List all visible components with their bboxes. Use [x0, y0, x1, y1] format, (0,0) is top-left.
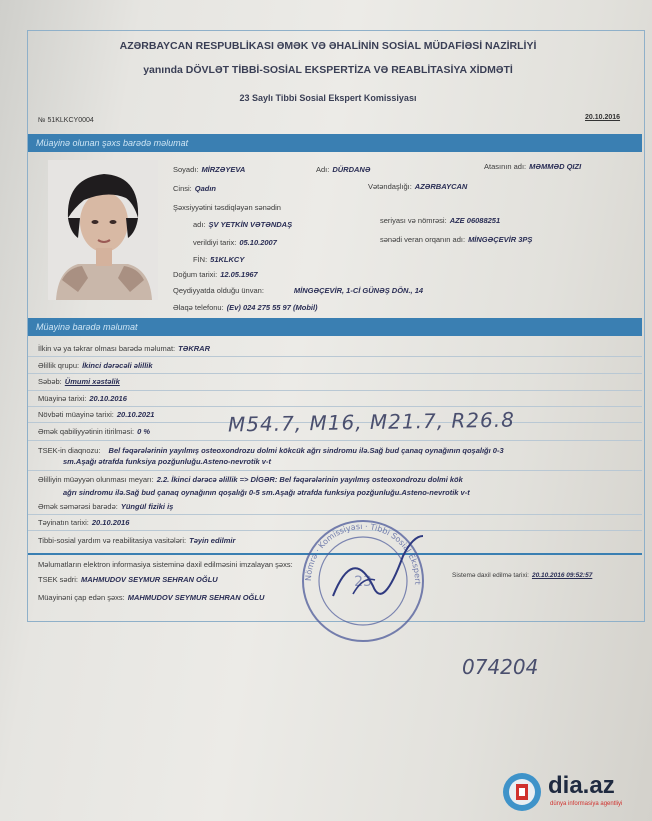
divider — [28, 440, 642, 441]
divider — [28, 356, 642, 357]
aids-value: Təyin edilmir — [189, 536, 236, 545]
surname-value: MİRZƏYEVA — [201, 165, 246, 174]
capacity-loss-row: Əmək qabiliyyətinin itirilməsi: 0 % — [38, 427, 151, 436]
exam-date-value: 20.10.2016 — [89, 394, 127, 403]
handwritten-number: 074204 — [462, 655, 539, 679]
diagnosis-row: TSEK-in diaqnozu: Bel fəqərələrinin yayılmış osteoxondrozu dolmi kökcük ağrı sindromu ilə.Sağ bud çanaq oynağının qoşalığı 0-3 — [38, 446, 504, 455]
issue-date-value: 05.10.2007 — [239, 238, 277, 247]
criteria-row: Əlilliyin müəyyən olunması meyarı: 2.2. İkinci dərəcə əlillik => DİGƏR: Bel fəqərələrinin yayılmış osteoxondrozu dolmi kök — [38, 475, 463, 484]
divider — [28, 514, 642, 515]
id-name-value: ŞV YETKİN VƏTƏNDAŞ — [208, 220, 293, 229]
id-document-label: Şəxsiyyətini təsdiqləyən sənədin — [173, 203, 281, 212]
svg-text:23: 23 — [354, 574, 372, 590]
document-date: 20.10.2016 — [585, 114, 621, 121]
patronymic-value: MƏMMƏD QIZI — [529, 162, 582, 171]
handwritten-diagnosis-codes: M54.7, M16, M21.7, R26.8 — [227, 407, 516, 437]
series-row: seriyası və nömrəsi: AZE 06088251 — [380, 216, 501, 225]
criteria-row-2 — [60, 488, 470, 497]
official-stamp — [293, 516, 433, 646]
issue-date-row: verildiyi tarix: 05.10.2007 — [193, 238, 277, 247]
divider — [28, 470, 642, 471]
document-number: № 51KLKCY0004 — [38, 117, 94, 124]
assign-date-value: 20.10.2016 — [91, 518, 130, 527]
phone-row: Əlaqə telefonu: (Ev) 024 275 55 97 (Mobil) — [173, 303, 318, 312]
watermark-brand: dia.az — [548, 772, 615, 799]
surname-row: Soyadı: MİRZƏYEVA — [173, 165, 246, 174]
fin-value: 51KLKCY — [210, 255, 245, 264]
entry-date-value: 20.10.2016 09:52:57 — [531, 572, 593, 579]
entry-date-row: Sistemə daxil edilmə tarixi: 20.10.2016 09:52:57 — [452, 572, 593, 579]
watermark-tagline: dünya informasiya agentliyi — [550, 801, 623, 807]
address-row: Qeydiyyatda olduğu ünvan: MİNGƏÇEVİR, 1-Cİ GÜNƏŞ DÖN., 14 — [173, 286, 424, 295]
patronymic-row: Atasının adı: MƏMMƏD QIZI — [484, 162, 582, 171]
work-value: Yüngül fiziki iş — [120, 502, 174, 511]
name-row: Adı: DÜRDANƏ — [316, 165, 371, 174]
svg-text:Nömrə · Komissiyası · Tibbi So: Nömrə · Komissiyası · Tibbi Sosial Ekspert — [303, 521, 423, 585]
group-value: İkinci dərəcəli əlillik — [82, 361, 153, 370]
divider — [28, 406, 642, 407]
criteria-value-1: 2.2. İkinci dərəcə əlillik => DİGƏR: Bel fəqərələrinin yayılmış osteoxondrozu dolmi kök — [156, 475, 463, 484]
gender-row: Cinsi: Qadın — [173, 184, 217, 193]
next-exam-value: 20.10.2021 — [116, 410, 155, 419]
assign-date-row: Təyinatın tarixi: 20.10.2016 — [38, 518, 130, 527]
diagnosis-row-2 — [60, 457, 271, 466]
divider — [28, 390, 642, 391]
printer-row: Müayinəni çap edən şəxs: MAHMUDOV SEYMUR SEHRAN OĞLU — [38, 593, 265, 602]
work-row: Əmək səmərəsi barədə: Yüngül fiziki iş — [38, 502, 174, 511]
fin-row: FİN: 51KLKCY — [193, 255, 245, 264]
issuer-value: MİNGƏÇEVİR 3PŞ — [468, 235, 533, 244]
printer-value: MAHMUDOV SEYMUR SEHRAN OĞLU — [127, 593, 265, 602]
address-value: MİNGƏÇEVİR, 1-Cİ GÜNƏŞ DÖN., 14 — [293, 286, 424, 295]
dia-logo-icon — [500, 770, 544, 814]
chair-value: MAHMUDOV SEYMUR SEHRAN OĞLU — [81, 575, 218, 584]
exam-date-row: Müayinə tarixi: 20.10.2016 — [38, 394, 127, 403]
phone-value: (Ev) 024 275 55 97 (Mobil) — [226, 303, 318, 312]
ministry-title: AZƏRBAYCAN RESPUBLİKASI ƏMƏK VƏ ƏHALİNİN SOSİAL MÜDAFİƏSİ NAZİRLİYİ — [119, 40, 537, 52]
id-name-row: adı: ŞV YETKİN VƏTƏNDAŞ — [193, 220, 293, 229]
series-value: AZE 06088251 — [449, 216, 501, 225]
citizenship-value: AZƏRBAYCAN — [414, 182, 468, 191]
repeat-value: TƏKRAR — [178, 344, 210, 353]
name-value: DÜRDANƏ — [332, 165, 371, 174]
aids-row: Tibbi-sosial yardım və reabilitasiya vasitələri: Təyin edilmir — [38, 536, 236, 545]
person-photo — [48, 160, 158, 300]
cause-value: Ümumi xəstəlik — [64, 377, 120, 386]
commission-title: 23 Saylı Tibbi Sosial Ekspert Komissiyası — [239, 93, 417, 103]
cause-row: Səbəb: Ümumi xəstəlik — [38, 377, 120, 386]
repeat-row: İlkin və ya təkrar olması barədə məlumat: TƏKRAR — [38, 344, 210, 353]
diagnosis-value-2: sm.Aşağı ətrafda funksiya pozğunluğu.Asteno-nevrotik v-t — [63, 457, 271, 466]
service-title: yanında DÖVLƏT TİBBİ-SOSİAL EKSPERTİZA VƏ REABLİTASİYA XİDMƏTİ — [143, 64, 513, 76]
section-person-header: Müayinə olunan şəxs barədə məlumat — [28, 134, 642, 152]
chair-row: TSEK sədri: MAHMUDOV SEYMUR SEHRAN OĞLU — [38, 575, 218, 584]
citizenship-row: Vətəndaşlığı: AZƏRBAYCAN — [368, 182, 468, 191]
criteria-value-2: ağrı sindromu ilə.Sağ bud çanaq oynağının qoşalığı 0-5 sm.Aşağı ətrafda funksiya pozğunluğu.Asteno-nevrotik v-t — [63, 488, 470, 497]
system-signer-label: Məlumatların elektron informasiya sisteminə daxil edilməsini imzalayan şəxs: — [38, 560, 293, 569]
issuer-row: sənədi veran orqanın adı: MİNGƏÇEVİR 3PŞ — [380, 235, 533, 244]
gender-value: Qadın — [194, 184, 217, 193]
section-exam-header: Müayinə barədə məlumat — [28, 318, 642, 336]
birth-row: Doğum tarixi: 12.05.1967 — [173, 270, 258, 279]
birth-value: 12.05.1967 — [220, 270, 258, 279]
diagnosis-value-1: Bel fəqərələrinin yayılmış osteoxondrozu dolmi kökcük ağrı sindromu ilə.Sağ bud çanaq oynağının qoşalığı 0-3 — [108, 446, 504, 455]
capacity-loss-value: 0 % — [137, 427, 151, 436]
group-row: Əlillik qrupu: İkinci dərəcəli əlillik — [38, 361, 153, 370]
next-exam-row: Növbəti müayinə tarixi: 20.10.2021 — [38, 410, 155, 419]
divider — [28, 373, 642, 374]
